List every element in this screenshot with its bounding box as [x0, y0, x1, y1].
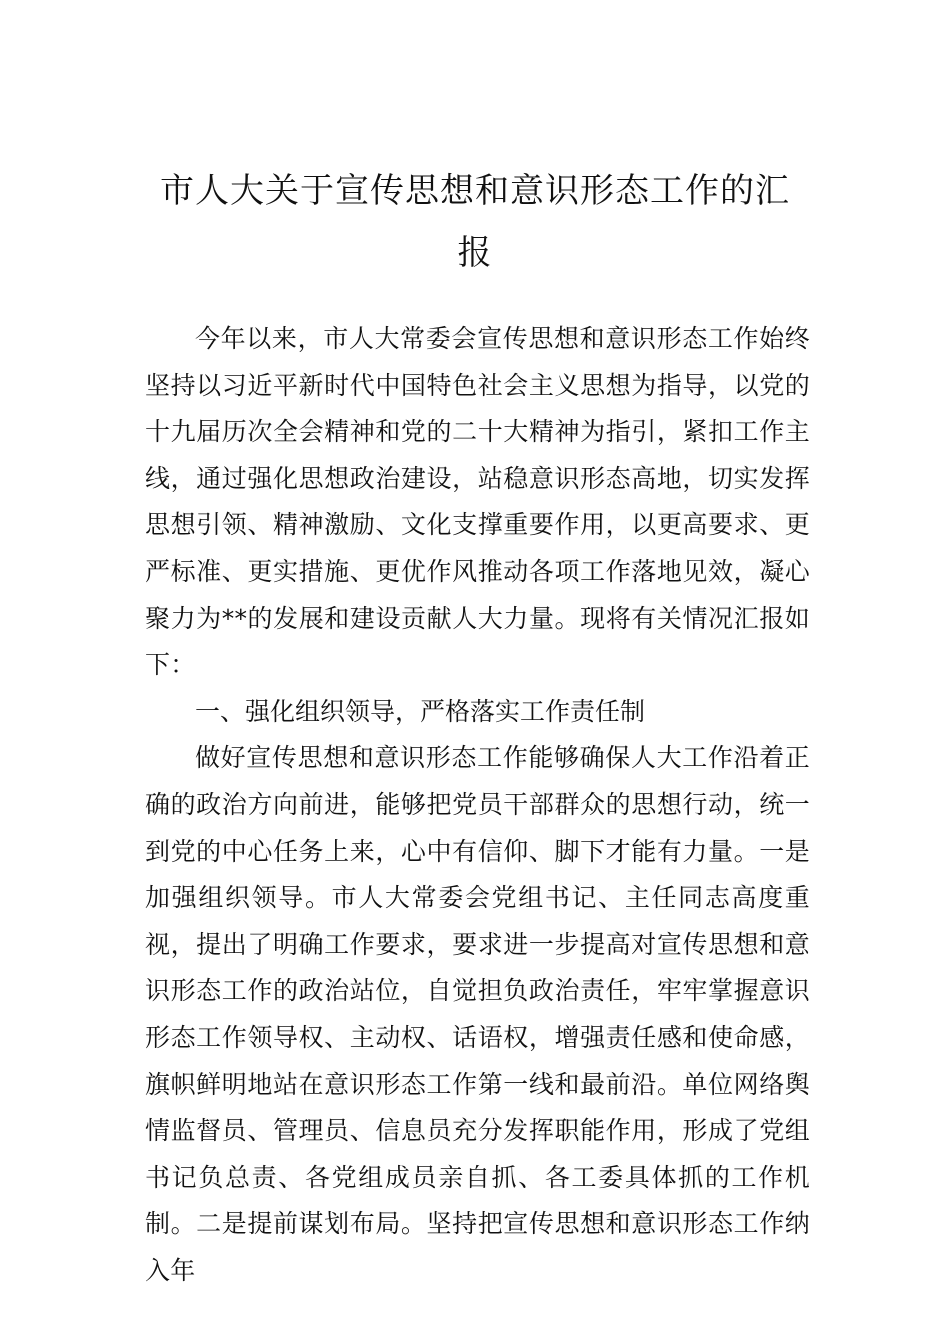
- section-heading: 一、强化组织领导，严格落实工作责任制: [195, 696, 646, 726]
- intro-paragraph: 今年以来，市人大常委会宣传思想和意识形态工作始终坚持以习近平新时代中国特色社会主义思想为指导，以党的十九届历次全会精神和党的二十大精神为指引，紧扣工作主线，通过强化思想政治建设，站稳意识形态高地，切实发挥思想引领、精神激励、文化支撑重要作用，以更高要求、更严标准、更实措施、更优作风推动各项工作落地见效，凝心聚力为**的发展和建设贡献人大力量。现将有关情况汇报如下：: [145, 324, 810, 680]
- document-title: 市人大关于宣传思想和意识形态工作的汇报: [160, 171, 790, 273]
- body-paragraph: 做好宣传思想和意识形态工作能够确保人大工作沿着正确的政治方向前进，能够把党员干部群众的思想行动，统一到党的中心任务上来，心中有信仰、脚下才能有力量。一是加强组织领导。市人大常委会党组书记、主任同志高度重视，提出了明确工作要求，要求进一步提高对宣传思想和意识形态工作的政治站位，自觉担负政治责任，牢牢掌握意识形态工作领导权、主动权、话语权，增强责任感和使命感， 旗帜鲜明地站在意识形态工作第一线和最前沿。单位网络舆情监督员、管理员、信息员充分发挥职能作用，形成了党组书记负总责、各党组成员亲自抓、各工委具体抓的工作机制。二是提前谋划布局。坚持把宣传思想和意识形态工作纳入年: [145, 743, 810, 1285]
- document-body: [145, 316, 810, 1294]
